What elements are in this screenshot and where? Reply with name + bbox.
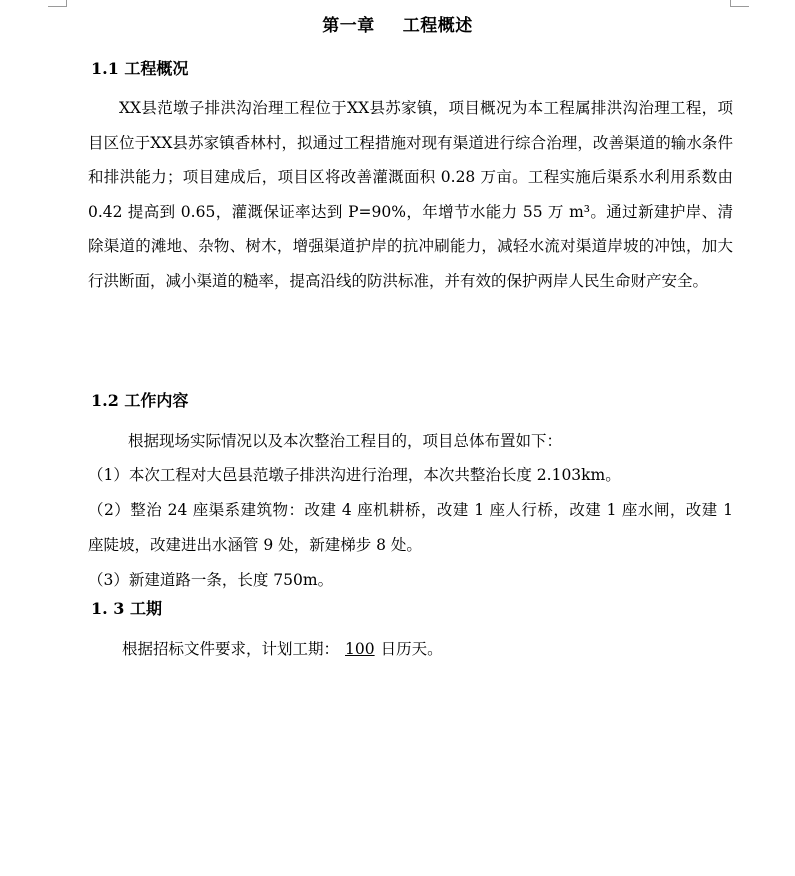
chapter-number: 第一章 xyxy=(322,16,375,36)
schedule-suffix: 日历天。 xyxy=(380,640,443,658)
page-margin-corner-right xyxy=(730,0,749,7)
section-1-2-intro: 根据现场实际情况以及本次整治工程目的，项目总体布置如下： xyxy=(128,432,563,450)
work-item-2: （2）整治 24 座渠系建筑物：改建 4 座机耕桥，改建 1 座人行桥，改建 1 座水闸，改建 1 座陡坡，改建进出水涵管 9 处，新建梯步 8 处。 xyxy=(88,501,733,554)
schedule-days: 100 xyxy=(345,640,375,658)
work-item-3: （3）新建道路一条，长度 750m。 xyxy=(88,571,334,589)
page-margin-corner-left xyxy=(48,0,67,7)
chapter-heading xyxy=(0,13,795,39)
section-1-1-heading: 1.1 工程概况 xyxy=(91,59,189,78)
section-1-2-heading: 1.2 工作内容 xyxy=(91,391,189,410)
section-1-3-heading: 1. 3 工期 xyxy=(91,599,162,618)
work-item-1: （1）本次工程对大邑县范墩子排洪沟进行治理，本次共整治长度 2.103km。 xyxy=(88,466,621,484)
section-1-1-paragraph: XX县范墩子排洪沟治理工程位于XX县苏家镇，项目概况为本工程属排洪沟治理工程，项目区位于XX县苏家镇香林村，拟通过工程措施对现有渠道进行综合治理，改善渠道的输水条件和排洪能力；项目建成后，项目区将改善灌溉面积 0.28 万亩。工程实施后渠系水利用系数由 0.42 提高到 0.65，灌溉保证率达到 P=90%，年增节水能力 55 万 m³。通过新建护岸、清除渠道的滩地、杂物、树木，增强渠道护岸的抗冲刷能力，减轻水流对渠道岸坡的冲蚀，加大行洪断面，减小渠道的糙率，提高沿线的防洪标准，并有效的保护两岸人民生命财产安全。 xyxy=(88,99,733,290)
work-items-list xyxy=(88,458,733,598)
section-1-3-schedule xyxy=(88,632,733,667)
chapter-title: 工程概述 xyxy=(402,16,473,36)
schedule-prefix: 根据招标文件要求，计划工期： xyxy=(122,640,340,658)
